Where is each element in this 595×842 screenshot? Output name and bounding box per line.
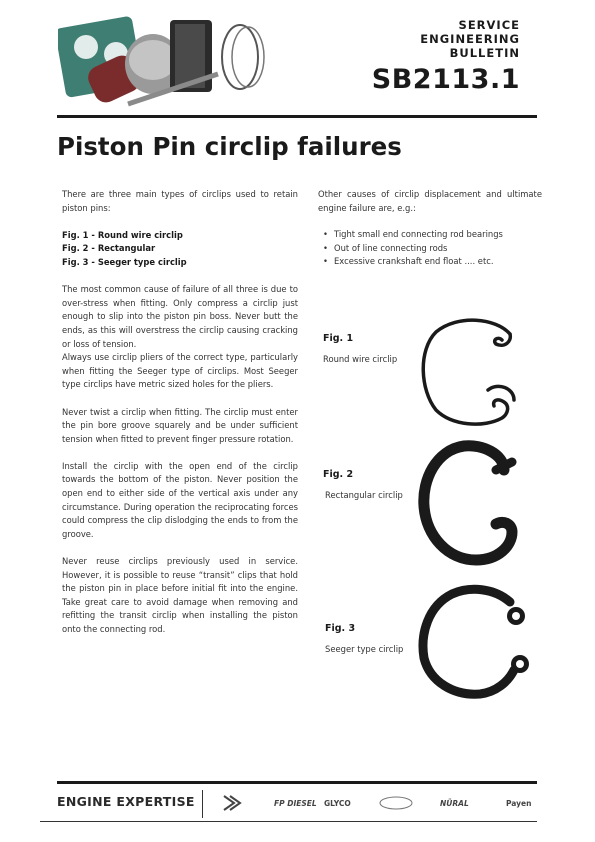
engine-parts-collage (58, 12, 268, 112)
paragraph-pliers: Always use circlip pliers of the correct type, particularly when fitting the Seeger type of circlips. Most Seeger type circlips have metric sized holes for the pliers. (62, 352, 298, 390)
page-title: Piston Pin circlip failures (57, 132, 402, 161)
footer-brand: ENGINE EXPERTISE (57, 794, 195, 809)
brand-logos (222, 792, 540, 814)
seeger-circlip-illustration (414, 578, 532, 700)
fig3-caption: Seeger type circlip (325, 644, 404, 654)
bulletin-number: SB2113.1 (371, 64, 520, 95)
footer-divider (202, 790, 203, 818)
footer-thin-rule (40, 821, 537, 822)
paragraph-reuse: Never reuse circlips previously used in service. However, it is possible to reuse “transit” clips that hold the piston pin in place before initial fit into the engine. Take great care to avoid damage when removing and refitting the transit circlip when installing the piston onto the connecting rod. (62, 556, 298, 634)
fig3-label: Fig. 3 (325, 623, 356, 634)
top-divider (57, 115, 537, 118)
fp-diesel-logo: FP DIESEL (274, 798, 317, 808)
fig-list-item: Fig. 1 - Round wire circlip (62, 229, 183, 240)
left-column (62, 188, 298, 637)
fig1-label: Fig. 1 (323, 333, 354, 344)
list-item: • Excessive crankshaft end float .... etc. (318, 255, 542, 269)
fig1-caption: Round wire circlip (323, 354, 398, 364)
glyco-logo: GLYCO (324, 798, 351, 808)
federal-mogul-icon (222, 794, 244, 812)
fig2-caption: Rectangular circlip (325, 490, 403, 500)
paragraph-install: Install the circlip with the open end of the circlip towards the bottom of the piston. Never position the open end to either side of the vertical axis under any circumstance. During operation the reciprocating forces could compress the clip dislodging the ends to from the groove. (62, 460, 298, 539)
other-causes-intro: Other causes of circlip displacement and ultimate engine failure are, e.g.: (318, 189, 542, 213)
paragraph-twist: Never twist a circlip when fitting. The circlip must enter the pin bore groove squarely and be under sufficient tension when fitted to prevent finger pressure rotation. (62, 406, 298, 444)
list-item: • Out of line connecting rods (318, 242, 542, 256)
paragraph-overstress: The most common cause of failure of all three is due to over-stress when fitting. Only compress a circlip just enough to slip into the piston pin boss. Never butt the ends, as this will overstress the circlip causing cracking or loss of tension. (62, 284, 298, 349)
intro-paragraph: There are three main types of circlips used to retain piston pins: (62, 189, 298, 213)
right-column (318, 188, 542, 269)
bottom-divider (57, 781, 537, 784)
goetze-logo-icon (378, 795, 414, 811)
list-item: • Tight small end connecting rod bearings (318, 228, 542, 242)
round-wire-circlip-illustration (418, 312, 522, 432)
payen-logo: Payen (506, 798, 532, 808)
rectangular-circlip-illustration (412, 436, 524, 570)
fig-list-item: Fig. 2 - Rectangular (62, 243, 156, 254)
fig2-label: Fig. 2 (323, 469, 354, 480)
nural-logo: NÜRAL (440, 798, 469, 808)
causes-list (318, 228, 542, 269)
bulletin-label: SERVICE ENGINEERING BULLETIN (420, 18, 520, 60)
fig-list-item: Fig. 3 - Seeger type circlip (62, 256, 187, 267)
